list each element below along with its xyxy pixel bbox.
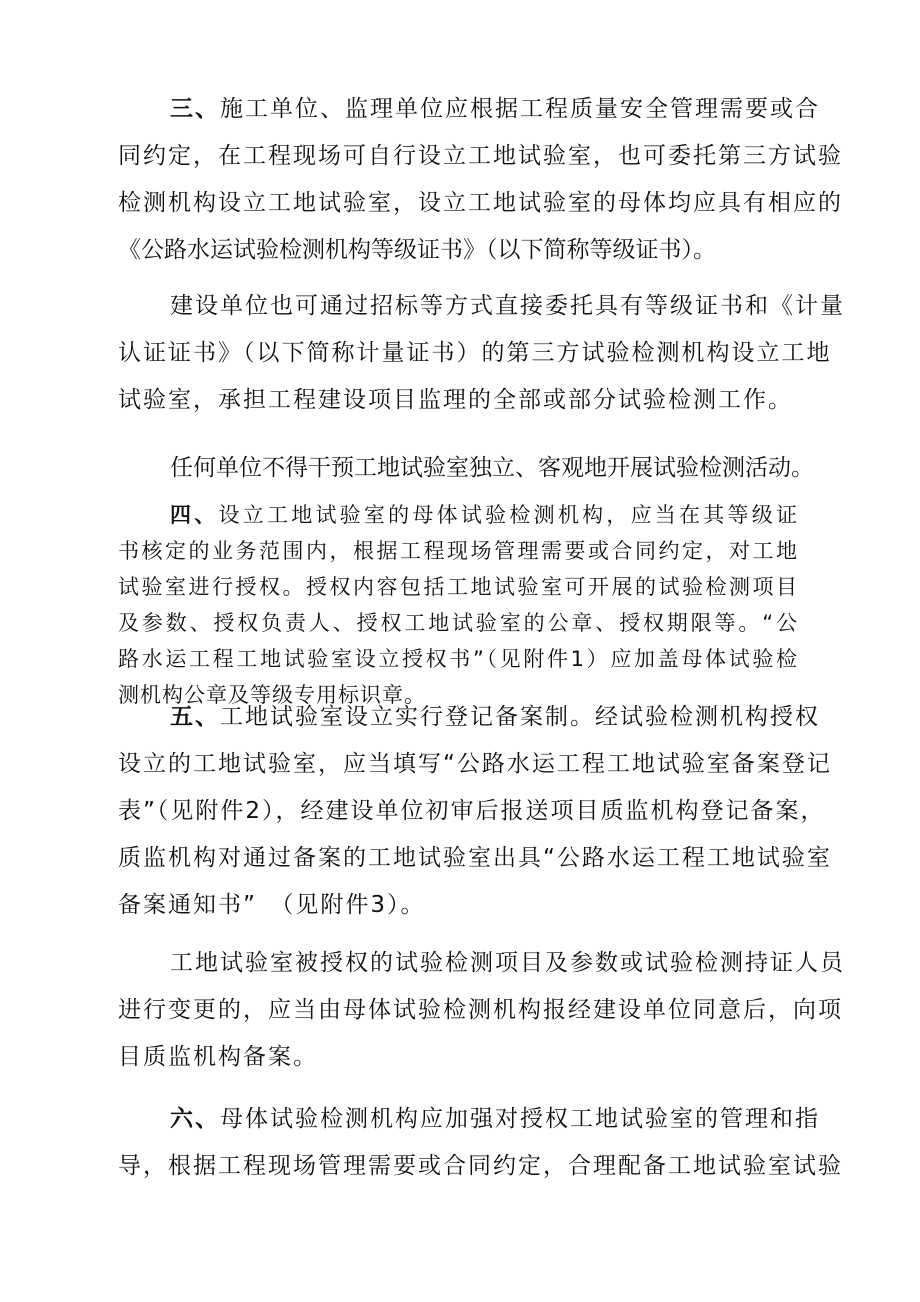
text-line: 设立的工地试验室，应当填写“公路水运工程工地试验室备案登记 [118,751,832,777]
text-line: 三、施工单位、监理单位应根据工程质量安全管理需要或合 [170,96,820,122]
text-line: 五、工地试验室设立实行登记备案制。经试验检测机构授权 [170,704,820,730]
article-number: 六、 [170,1106,220,1132]
text-line: 认证证书》（以下简称计量证书）的第三方试验检测机构设立工地 [118,340,832,366]
text-line: 书核定的业务范围内，根据工程现场管理需要或合同约定，对工地 [118,539,798,563]
text-line: 同约定，在工程现场可自行设立工地试验室，也可委托第三方试验 [118,143,843,169]
text-line: 任何单位不得干预工地试验室独立、客观地开展试验检测活动。 [170,455,814,481]
text-line: 《公路水运试验检测机构等级证书》（以下简称等级证书）。 [118,237,716,263]
paragraph-article-5-change [118,940,845,1081]
paragraph-article-4 [118,497,798,713]
text-line: 备案通知书” （见附件3）。 [118,892,426,918]
paragraph-article-3 [118,86,843,274]
text-line: 试验室进行授权。授权内容包括工地试验室可开展的试验检测项目 [118,575,798,599]
text-line: 表”（见附件2），经建设单位初审后报送项目质监机构登记备案， [118,798,826,824]
paragraph-article-5 [118,694,832,929]
text-line: 质监机构对通过备案的工地试验室出具“公路水运工程工地试验室 [118,845,832,871]
text-line: 检测机构设立工地试验室，设立工地试验室的母体均应具有相应的 [118,190,843,216]
article-number: 五、 [170,704,220,730]
paragraph-non-interference [118,445,814,492]
text-line: 试验室，承担工程建设项目监理的全部或部分试验检测工作。 [118,387,793,413]
text-line: 进行变更的，应当由母体试验检测机构报经建设单位同意后，向项 [118,997,843,1023]
text-line: 工地试验室被授权的试验检测项目及参数或试验检测持证人员 [170,950,845,976]
text-line: 测机构公章及等级专用标识章。 [118,683,426,707]
text-line: 六、母体试验检测机构应加强对授权工地试验室的管理和指 [170,1106,820,1132]
text-line: 导，根据工程现场管理需要或合同约定，合理配备工地试验室试验 [118,1153,843,1179]
text-line: 及参数、授权负责人、授权工地试验室的公章、授权期限等。“公 [118,611,798,635]
article-number: 四、 [170,503,219,527]
article-number: 三、 [170,96,220,122]
paragraph-article-6 [118,1096,843,1190]
text-line: 建设单位也可通过招标等方式直接委托具有等级证书和《计量 [170,293,845,319]
paragraph-article-3-supplement [118,283,845,424]
text-line: 四、设立工地试验室的母体试验检测机构，应当在其等级证 [170,503,799,527]
text-line: 路水运工程工地试验室设立授权书”（见附件1）应加盖母体试验检 [118,647,798,671]
text-line: 目质监机构备案。 [118,1044,318,1070]
